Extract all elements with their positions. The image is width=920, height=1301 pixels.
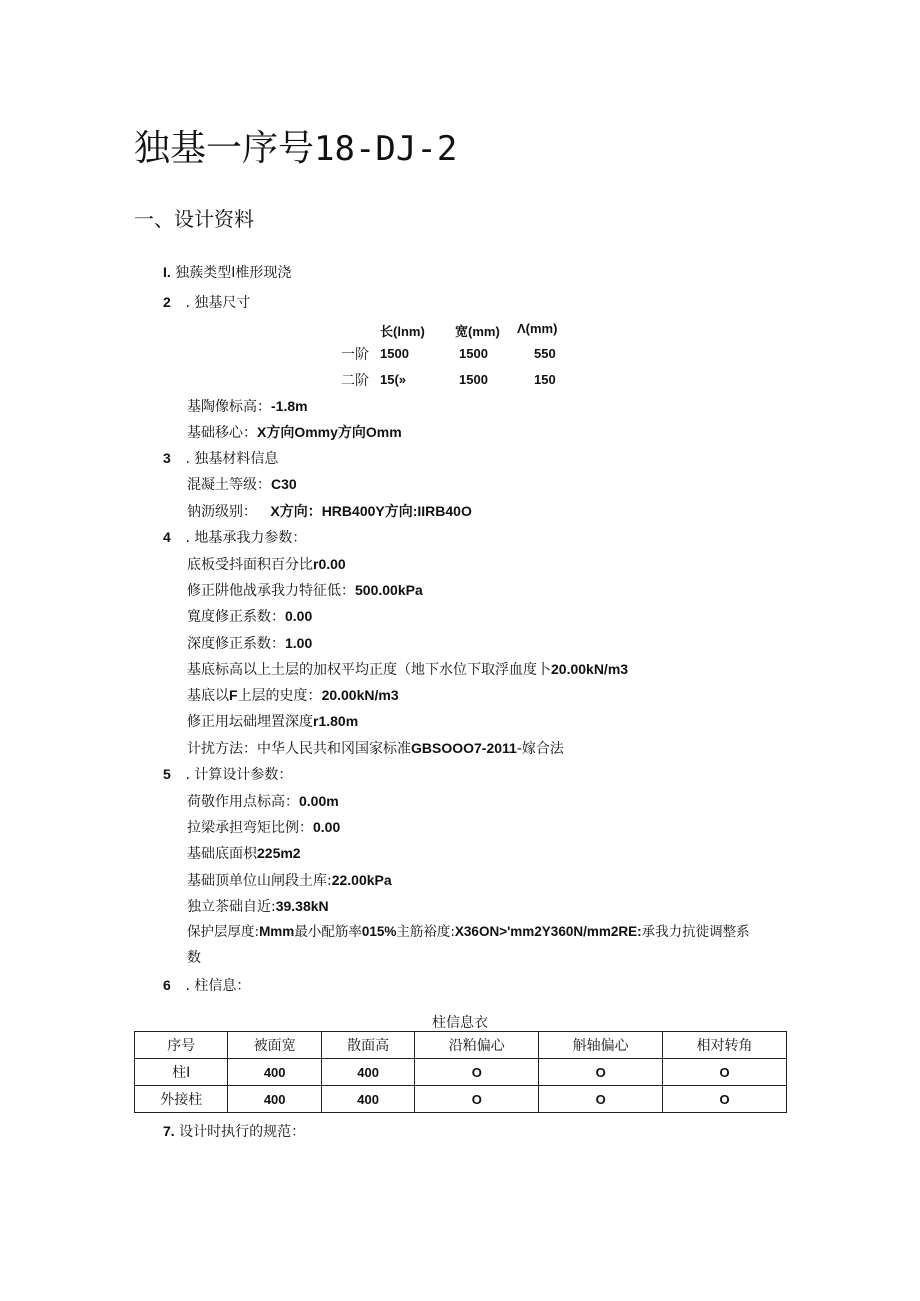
protection-value-1: Mmm xyxy=(259,924,295,939)
bearing-line-8 xyxy=(187,739,564,758)
protection-label-1: 保护层厚度: xyxy=(187,924,260,940)
bearing-line-7 xyxy=(187,712,358,731)
calc-line-2 xyxy=(187,818,340,837)
item-2-text: . 独基尺寸 xyxy=(185,295,251,311)
rebar-grade xyxy=(187,502,472,521)
table-cell: O xyxy=(539,1059,663,1086)
bearing-line-7-value: r1.80m xyxy=(313,713,359,729)
calc-line-1 xyxy=(187,792,339,811)
calc-line-1-label: 荷敬作用点标高： xyxy=(187,794,299,810)
dims-header-width: 宽(mm) xyxy=(455,324,500,339)
dims-row-1-width: 1500 xyxy=(459,346,488,361)
dims-row-2-width: 1500 xyxy=(459,372,488,387)
item-1-number: I. xyxy=(163,264,171,280)
bearing-line-6-value-a: F xyxy=(229,687,238,703)
protection-value-2: 015% xyxy=(361,924,397,939)
bearing-line-6 xyxy=(187,686,399,705)
table-cell: O xyxy=(539,1086,663,1113)
dims-row-2-label: 二阶 xyxy=(341,373,369,389)
calc-line-2-value: 0.00 xyxy=(313,819,341,835)
item-6-number: 6 xyxy=(163,977,171,993)
bearing-line-2 xyxy=(187,581,423,600)
table-cell: 400 xyxy=(321,1059,414,1086)
table-cell: 400 xyxy=(228,1086,321,1113)
concrete-grade-label: 混凝土等级： xyxy=(187,477,271,493)
bearing-line-1-label: 底板受抖面积百分比 xyxy=(187,557,313,573)
dims-header-length: 长(lnm) xyxy=(380,324,425,339)
bearing-line-4-value: 1.00 xyxy=(285,635,313,651)
table-row xyxy=(135,1059,787,1086)
table-cell: O xyxy=(415,1059,539,1086)
table-cell: 400 xyxy=(321,1086,414,1113)
item-6 xyxy=(163,976,250,995)
bearing-line-8-value: GBSOOO7-2011 xyxy=(411,740,517,756)
table-header-cell: 沿粕偏心 xyxy=(415,1032,539,1059)
protection-label-4: 承我力抗徙调整系 xyxy=(641,924,750,940)
table-header-row xyxy=(135,1032,787,1059)
table-cell: 400 xyxy=(228,1059,321,1086)
bearing-line-4 xyxy=(187,634,312,653)
item-7-number: 7. xyxy=(163,1123,175,1139)
bearing-line-3-label: 寬度修正系数： xyxy=(187,609,285,625)
concrete-grade-value: C30 xyxy=(271,476,297,492)
bearing-line-3 xyxy=(187,607,312,626)
bearing-line-8-label: 计扰方法：中华人民共和冈国家标准 xyxy=(187,741,411,757)
column-info-table xyxy=(134,1031,787,1113)
protection-value-3: X36ON>'mm2Y360N/mm2RE: xyxy=(454,924,642,939)
dims-row-1-label: 一阶 xyxy=(341,347,369,363)
item-5 xyxy=(163,765,292,784)
bearing-line-7-label: 修正用坛础埋置深度 xyxy=(187,714,313,730)
item-1-text: 独蔟类型I椎形现浇 xyxy=(175,265,292,281)
calc-line-5-value: 39.38kN xyxy=(275,898,329,914)
dims-row-1-length: 1500 xyxy=(380,346,409,361)
bearing-line-1 xyxy=(187,555,346,574)
concrete-grade xyxy=(187,475,297,494)
bearing-line-3-value: 0.00 xyxy=(285,608,313,624)
bearing-line-5-label: 基底标高以上土层的加权平均正度（地下水位下取浮血度卜 xyxy=(187,662,551,678)
calc-line-3 xyxy=(187,844,301,863)
page-title xyxy=(134,120,457,171)
base-elevation xyxy=(187,397,308,416)
table-cell: O xyxy=(415,1086,539,1113)
item-3-text: . 独基材料信息 xyxy=(185,451,279,467)
table-cell: O xyxy=(663,1086,787,1113)
dims-header-height: Λ(mm) xyxy=(517,321,558,336)
column-table-caption: 柱信息衣 xyxy=(432,1015,488,1031)
table-header-cell: 斛轴偏心 xyxy=(539,1032,663,1059)
table-header-cell: 散面高 xyxy=(321,1032,414,1059)
bearing-line-5-value: 20.00kN/m3 xyxy=(551,661,629,677)
dims-row-2-length: 15(» xyxy=(380,372,407,387)
base-offset xyxy=(187,423,402,442)
dims-row-2-height: 150 xyxy=(534,372,556,387)
bearing-line-4-label: 深度修正系数： xyxy=(187,636,285,652)
table-header-cell: 序号 xyxy=(135,1032,228,1059)
calc-line-3-value: 225m2 xyxy=(257,845,301,861)
item-4-text: . 地基承我力参数： xyxy=(185,530,307,546)
item-6-text: . 柱信息： xyxy=(185,978,251,994)
base-offset-value: X方向Ommy方向Omm xyxy=(257,424,402,440)
calc-line-4-value: 22.00kPa xyxy=(331,872,392,888)
table-row xyxy=(135,1086,787,1113)
bearing-line-1-value: r0.00 xyxy=(313,556,346,572)
calc-line-3-label: 基础底面枳 xyxy=(187,846,257,862)
protection-label-3: 主筋裕度: xyxy=(396,924,455,940)
bearing-line-6-value-b: 20.00kN/m3 xyxy=(321,687,399,703)
rebar-grade-label: 钠沥级别： xyxy=(187,504,257,520)
item-2-number: 2 xyxy=(163,294,171,310)
table-header-cell: 被面宽 xyxy=(228,1032,321,1059)
item-2 xyxy=(163,293,250,312)
calc-line-1-value: 0.00m xyxy=(299,793,339,809)
protection-line xyxy=(187,923,750,941)
section-heading-design-data: 一、设计资料 xyxy=(134,207,254,231)
page-title-code: 18-DJ-2 xyxy=(314,129,458,169)
calc-line-4-label: 基础顶单位山闸段土库: xyxy=(187,873,332,889)
item-3 xyxy=(163,449,278,468)
item-5-number: 5 xyxy=(163,766,171,782)
dims-row-1-height: 550 xyxy=(534,346,556,361)
item-7 xyxy=(163,1122,305,1141)
calc-line-2-label: 拉梁承担弯矩比例： xyxy=(187,820,313,836)
item-5-text: . 计算设计参数： xyxy=(185,767,293,783)
table-cell: 外接柱 xyxy=(135,1086,228,1113)
bearing-line-2-value: 500.00kPa xyxy=(355,582,423,598)
item-4-number: 4 xyxy=(163,529,171,545)
bearing-line-6-label-b: 上层的史度： xyxy=(237,688,322,704)
base-offset-label: 基础移心： xyxy=(187,425,257,441)
item-1 xyxy=(163,263,291,282)
bearing-line-5 xyxy=(187,660,628,679)
table-cell: 柱I xyxy=(135,1059,228,1086)
bearing-line-8-label-b: -嫁合法 xyxy=(516,741,564,757)
calc-line-5 xyxy=(187,897,329,916)
calc-line-4 xyxy=(187,871,392,890)
page-title-text: 独基一序号 xyxy=(134,128,315,169)
protection-line-cont: 数 xyxy=(187,950,201,966)
item-4 xyxy=(163,528,306,547)
rebar-grade-value: X方向：HRB400Y方向:IIRB40O xyxy=(270,503,472,519)
item-7-text: 设计时执行的规范： xyxy=(179,1124,306,1140)
base-elevation-label: 基陶像标高： xyxy=(187,399,271,415)
base-elevation-value: -1.8m xyxy=(271,398,308,414)
item-3-number: 3 xyxy=(163,450,171,466)
bearing-line-6-label: 基底以 xyxy=(187,688,229,704)
protection-label-2: 最小配筋率 xyxy=(294,924,362,940)
bearing-line-2-label: 修正阱他战承我力特征低： xyxy=(187,583,355,599)
table-header-cell: 相对转角 xyxy=(663,1032,787,1059)
table-cell: O xyxy=(663,1059,787,1086)
calc-line-5-label: 独立茶础自近: xyxy=(187,899,276,915)
